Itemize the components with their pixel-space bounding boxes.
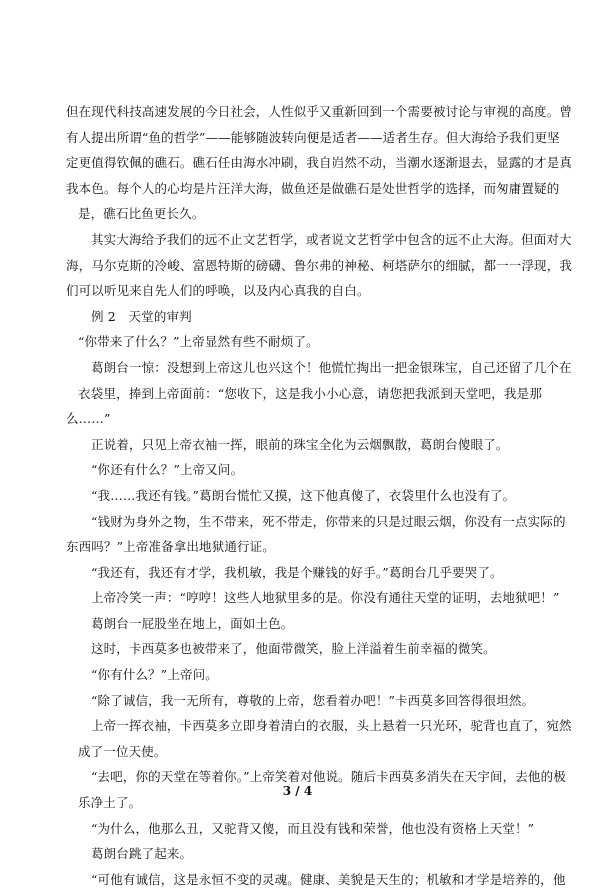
page-number: 3 / 4 [282,784,313,798]
text-line: 定更值得钦佩的礁石。礁石任由海水冲刷，我自岿然不动，当潮水逐渐退去，显露的才是真 [66,155,573,171]
text-line: “我……我还有钱。”葛朗台慌忙又摸，这下他真傻了，衣袋里什么也没有了。 [91,487,516,503]
text-line: “为什么，他那么丑，又驼背又傻，而且没有钱和荣誉，他也没有资格上天堂！” [91,820,535,836]
text-line: “我还有，我还有才学，我机敏，我是个赚钱的好手。”葛朗台几乎要哭了。 [91,564,503,580]
text-line: 东西吗？”上帝准备拿出地狱通行证。 [66,539,275,555]
text-line: 正说着，只见上帝衣袖一挥，眼前的珠宝全化为云烟飘散，葛朗台傻眼了。 [91,436,509,452]
text-line: 我本色。每个人的心均是片汪洋大海，做鱼还是做礁石是处世哲学的选择，而匆庸置疑的 [66,180,560,196]
text-line: “你还有什么？”上帝又问。 [91,462,244,478]
text-line: 上帝冷笑一声：“哼哼！这些人地狱里多的是。你没有通往天堂的证明，去地狱吧！” [91,590,560,606]
text-line: 有人提出所谓“鱼的哲学”——能够随波转向便是适者——适者生存。但大海给予我们更坚 [66,129,560,145]
text-line: “你有什么？”上帝问。 [91,667,218,683]
text-line: “去吧，你的天堂在等着你。”上帝笑着对他说。随后卡西莫多消失在天宇间，去他的极 [91,769,566,785]
text-line: 葛朗台跳了起来。 [91,846,193,862]
section-heading: 例 2 天堂的审判 [91,308,192,324]
text-line: 们可以听见来自先人们的呼唤，以及内心真我的自白。 [66,283,370,299]
body-text [66,99,573,892]
text-line: 葛朗台一屁股坐在地上，面如土色。 [91,615,294,631]
text-line: 上帝一挥衣袖，卡西莫多立即身着清白的衣服，头上悬着一只光环，驼背也直了，宛然 [91,718,572,734]
text-line: 乐净土了。 [78,795,142,811]
text-line: “除了诚信，我一无所有，尊敬的上帝，您看着办吧！”卡西莫多回答得很坦然。 [91,692,535,708]
text-line: “可他有诚信，这是永恒不变的灵魂。健康、美貌是天生的；机敏和才学是培养的，他 [91,871,566,887]
text-line: 海，马尔克斯的冷峻、富恩特斯的磅礴、鲁尔弗的神秘、柯塔萨尔的细腻，都一一浮现，我 [66,257,573,273]
text-line: 是，礁石比鱼更长久。 [78,206,205,222]
text-line: 成了一位天使。 [78,743,167,759]
text-line: 但在现代科技高速发展的今日社会，人性似乎又重新回到一个需要被讨论与审视的高度。曾 [66,104,573,119]
text-line: 其实大海给予我们的远不止文艺哲学，或者说文艺哲学中包含的远不止大海。但面对大 [91,231,572,247]
text-line: 衣袋里，捧到上帝面前：“您收下，这是我小小心意，请您把我派到天堂吧，我是那 [78,385,542,401]
text-line: 么……” [66,411,111,427]
text-line: “你带来了什么？”上帝显然有些不耐烦了。 [78,334,319,350]
text-line: 这时，卡西莫多也被带来了，他面带微笑，脸上洋溢着生前幸福的微笑。 [91,641,496,657]
text-line: 葛朗台一惊：没想到上帝这儿也兴这个！他慌忙掏出一把金银珠宝，自己还留了几个在 [91,359,572,375]
text-line: “钱财为身外之物，生不带来，死不带走，你带来的只是过眼云烟，你没有一点实际的 [91,513,566,529]
